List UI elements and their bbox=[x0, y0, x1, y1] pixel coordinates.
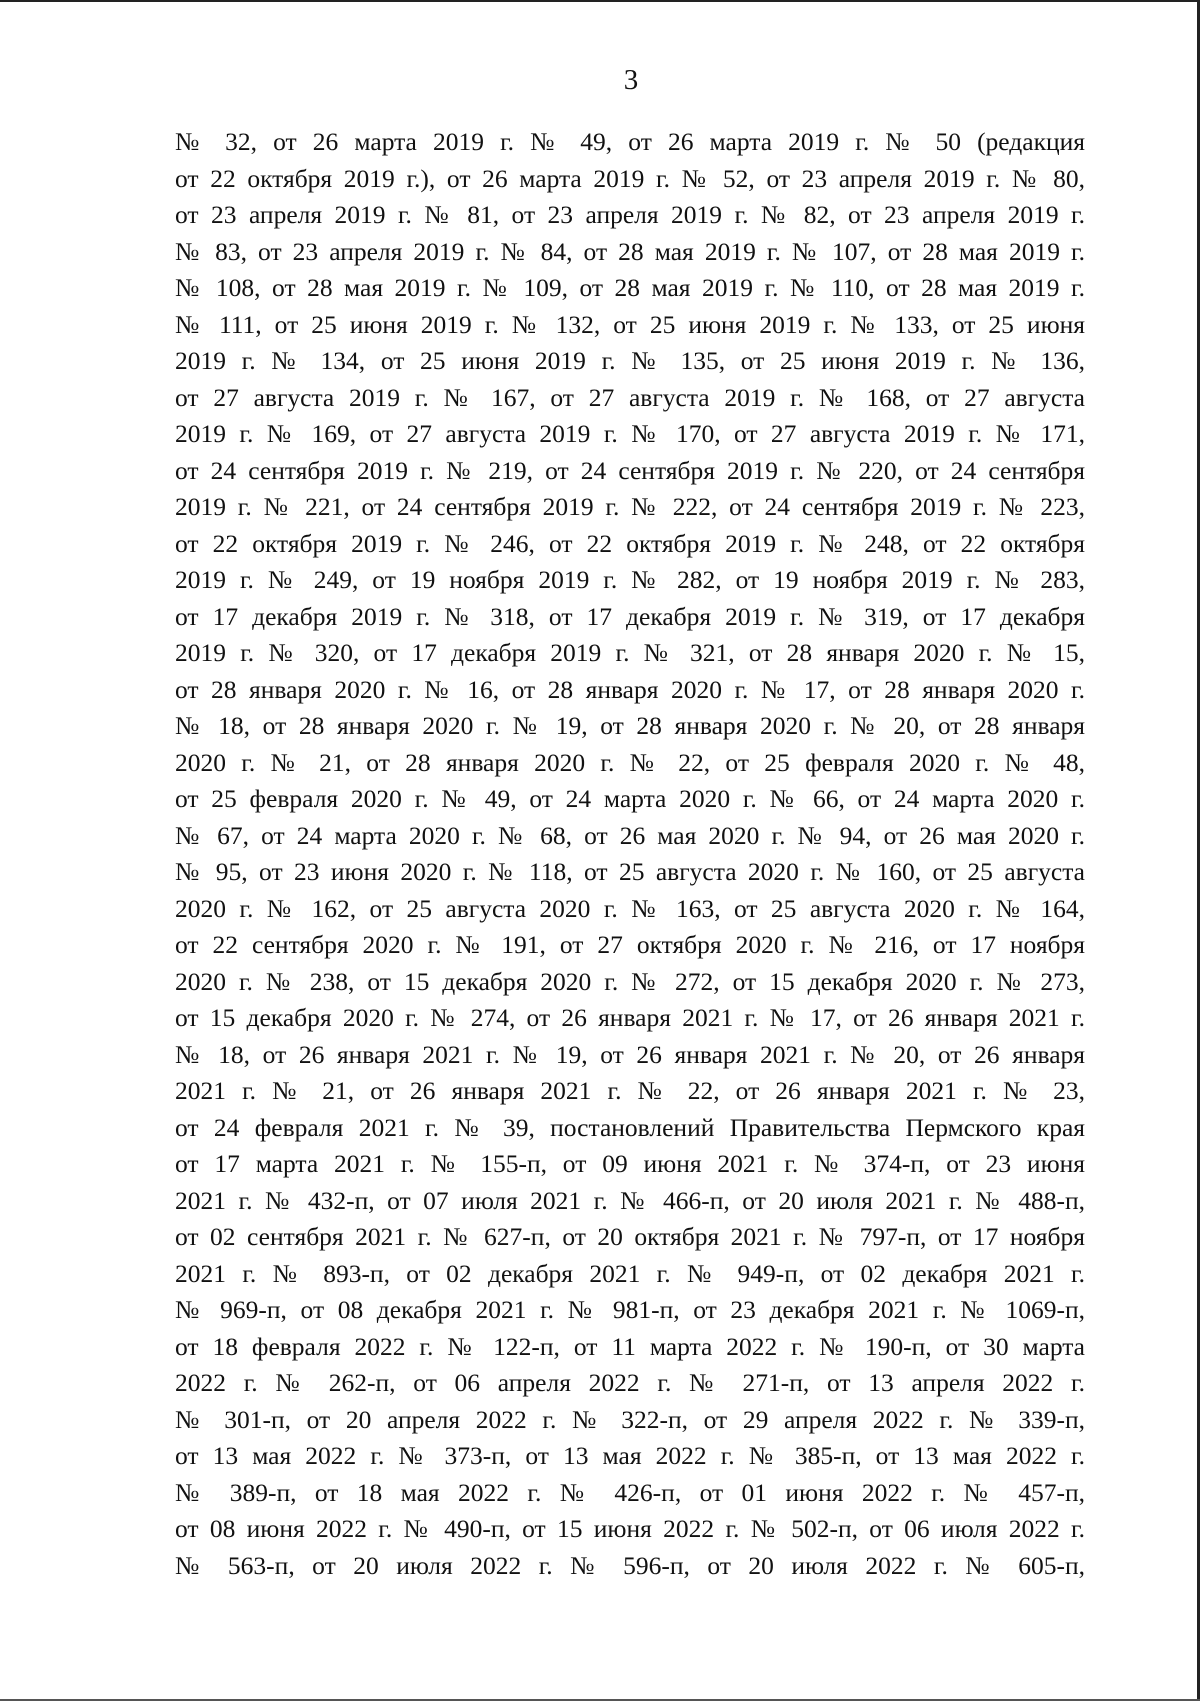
text-line: № 18, от 26 января 2021 г. № 19, от 26 января 2021 г. № 20, от 26 января bbox=[175, 1039, 1085, 1069]
text-line: 2019 г. № 169, от 27 августа 2019 г. № 170, от 27 августа 2019 г. № 171, bbox=[175, 419, 1085, 448]
text-line: № 301-п, от 20 апреля 2022 г. № 322-п, от 29 апреля 2022 г. № 339-п, bbox=[175, 1404, 1085, 1434]
text-line: 2021 г. № 432-п, от 07 июля 2021 г. № 466-п, от 20 июля 2021 г. № 488-п, bbox=[175, 1185, 1085, 1215]
text-line: от 25 февраля 2020 г. № 49, от 24 марта 2020 г. № 66, от 24 марта 2020 г. bbox=[175, 784, 1085, 813]
text-line: № 67, от 24 марта 2020 г. № 68, от 26 мая 2020 г. № 94, от 26 мая 2020 г. bbox=[175, 820, 1085, 850]
text-line: № 389-п, от 18 мая 2022 г. № 426-п, от 01 июня 2022 г. № 457-п, bbox=[175, 1477, 1085, 1507]
text-line: от 28 января 2020 г. № 16, от 28 января 2020 г. № 17, от 28 января 2020 г. bbox=[175, 674, 1085, 704]
text-line: от 13 мая 2022 г. № 373-п, от 13 мая 2022 г. № 385-п, от 13 мая 2022 г. bbox=[175, 1441, 1085, 1470]
text-line: от 15 декабря 2020 г. № 274, от 26 января 2021 г. № 17, от 26 января 2021 г. bbox=[175, 1003, 1085, 1032]
text-line: 2021 г. № 893-п, от 02 декабря 2021 г. № 949-п, от 02 декабря 2021 г. bbox=[175, 1258, 1085, 1288]
text-line: 2019 г. № 134, от 25 июня 2019 г. № 135, от 25 июня 2019 г. № 136, bbox=[175, 346, 1085, 375]
text-line: от 27 августа 2019 г. № 167, от 27 августа 2019 г. № 168, от 27 августа bbox=[175, 382, 1085, 412]
text-line: № 83, от 23 апреля 2019 г. № 84, от 28 мая 2019 г. № 107, от 28 мая 2019 г. bbox=[175, 236, 1085, 266]
text-line: от 22 сентября 2020 г. № 191, от 27 октября 2020 г. № 216, от 17 ноября bbox=[175, 930, 1085, 959]
text-line: № 969-п, от 08 декабря 2021 г. № 981-п, от 23 декабря 2021 г. № 1069-п, bbox=[175, 1295, 1085, 1324]
text-line: № 108, от 28 мая 2019 г. № 109, от 28 мая 2019 г. № 110, от 28 мая 2019 г. bbox=[175, 273, 1085, 302]
text-line: от 22 октября 2019 г.), от 26 марта 2019 г. № 52, от 23 апреля 2019 г. № 80, bbox=[175, 163, 1085, 193]
text-line: 2019 г. № 320, от 17 декабря 2019 г. № 321, от 28 января 2020 г. № 15, bbox=[175, 638, 1085, 667]
scan-edge-top bbox=[0, 0, 1200, 2]
text-line: 2019 г. № 249, от 19 ноября 2019 г. № 282, от 19 ноября 2019 г. № 283, bbox=[175, 565, 1085, 594]
text-line: от 02 сентября 2021 г. № 627-п, от 20 октября 2021 г. № 797-п, от 17 ноября bbox=[175, 1222, 1085, 1251]
page-number: 3 bbox=[623, 64, 639, 96]
text-line: от 08 июня 2022 г. № 490-п, от 15 июня 2022 г. № 502-п, от 06 июля 2022 г. bbox=[175, 1514, 1085, 1543]
text-line: № 18, от 28 января 2020 г. № 19, от 28 января 2020 г. № 20, от 28 января bbox=[175, 711, 1085, 740]
text-line: от 24 сентября 2019 г. № 219, от 24 сентября 2019 г. № 220, от 24 сентября bbox=[175, 455, 1085, 485]
text-line: 2020 г. № 21, от 28 января 2020 г. № 22, от 25 февраля 2020 г. № 48, bbox=[175, 747, 1085, 777]
text-line: 2020 г. № 162, от 25 августа 2020 г. № 163, от 25 августа 2020 г. № 164, bbox=[175, 893, 1085, 923]
text-line: 2019 г. № 221, от 24 сентября 2019 г. № 222, от 24 сентября 2019 г. № 223, bbox=[175, 492, 1085, 521]
text-line: от 17 марта 2021 г. № 155-п, от 09 июня 2021 г. № 374-п, от 23 июня bbox=[175, 1149, 1085, 1178]
text-line: 2022 г. № 262-п, от 06 апреля 2022 г. № 271-п, от 13 апреля 2022 г. bbox=[175, 1368, 1085, 1397]
text-line: № 32, от 26 марта 2019 г. № 49, от 26 марта 2019 г. № 50 (редакция bbox=[175, 127, 1085, 156]
body-text bbox=[175, 124, 1085, 1584]
text-line: № 111, от 25 июня 2019 г. № 132, от 25 июня 2019 г. № 133, от 25 июня bbox=[175, 309, 1085, 339]
text-line: № 563-п, от 20 июля 2022 г. № 596-п, от 20 июля 2022 г. № 605-п, bbox=[175, 1550, 1085, 1580]
text-line: от 22 октября 2019 г. № 246, от 22 октября 2019 г. № 248, от 22 октября bbox=[175, 528, 1085, 558]
text-line: от 24 февраля 2021 г. № 39, постановлений Правительства Пермского края bbox=[175, 1112, 1085, 1142]
text-line: от 23 апреля 2019 г. № 81, от 23 апреля 2019 г. № 82, от 23 апреля 2019 г. bbox=[175, 200, 1085, 229]
text-line: 2021 г. № 21, от 26 января 2021 г. № 22, от 26 января 2021 г. № 23, bbox=[175, 1076, 1085, 1105]
text-line: № 95, от 23 июня 2020 г. № 118, от 25 августа 2020 г. № 160, от 25 августа bbox=[175, 857, 1085, 886]
text-line: 2020 г. № 238, от 15 декабря 2020 г. № 272, от 15 декабря 2020 г. № 273, bbox=[175, 966, 1085, 996]
text-line: от 18 февраля 2022 г. № 122-п, от 11 марта 2022 г. № 190-п, от 30 марта bbox=[175, 1331, 1085, 1361]
text-line: от 17 декабря 2019 г. № 318, от 17 декабря 2019 г. № 319, от 17 декабря bbox=[175, 601, 1085, 631]
